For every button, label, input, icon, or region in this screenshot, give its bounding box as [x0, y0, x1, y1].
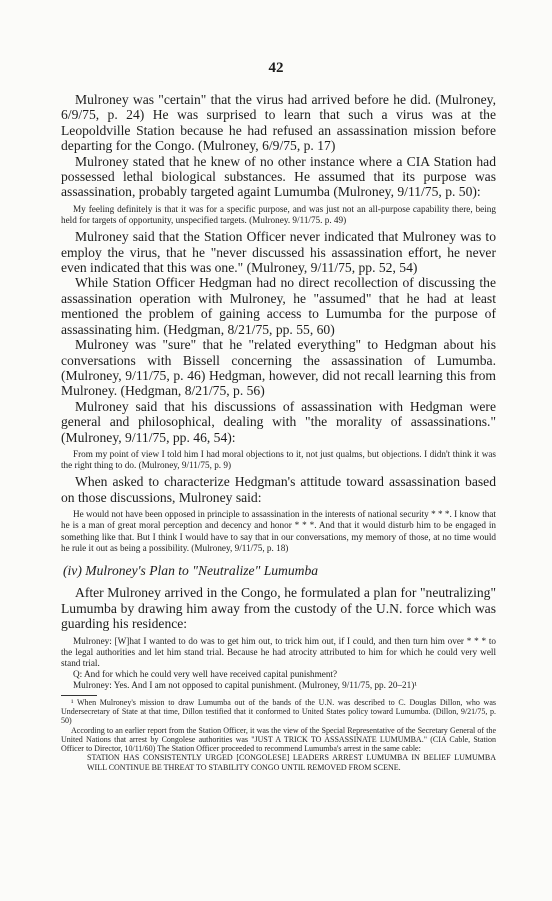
paragraph: Mulroney said that his discussions of assassination with Hedgman were general and philosophical, dealing with "the morality of assassinations." (Mulroney, 9/11/75, pp. 46, 54):	[61, 398, 496, 445]
block-quote: Mulroney: Yes. And I am not opposed to capital punishment. (Mulroney, 9/11/75, pp. 20–21)¹	[73, 680, 418, 691]
paragraph: Mulroney was "certain" that the virus had arrived before he did. (Mulroney, 6/9/75, p. 24) He was surprised to learn that such a virus was at the Leopoldville Station because he had refused an assassination mission before departing for the Congo. (Mulroney, 6/9/75, p. 17)	[61, 92, 496, 154]
paragraph: When asked to characterize Hedgman's attitude toward assassination based on those discussions, Mulroney said:	[61, 474, 496, 505]
paragraph: Mulroney stated that he knew of no other instance where a CIA Station had possessed lethal biological substances. He assumed that its purpose was assassination, probably targeted againt Lumumba (Mulroney, 9/11/75, p. 50):	[61, 153, 496, 200]
block-quote: He would not have been opposed in principle to assassination in the interests of national security * * *. I know that he is a man of great moral perception and decency and honor * * *. And that it would disturb him to be engaged in something like that. But I think I would have to say that in our conversations, my memory of those, at no time would he rule it out as being a possibility. (Mulroney, 9/11/75, p. 18)	[61, 509, 496, 553]
block-quote: From my point of view I told him I had moral objections to it, not just qualms, but objections. I didn't think it was the right thing to do. (Mulroney, 9/11/75, p. 9)	[61, 448, 496, 471]
paragraph: While Station Officer Hedgman had no direct recollection of discussing the assassination operation with Mulroney, he "assumed" that he had at least mentioned the problem of gaining access to Lumumba for the purpose of assassinating him. (Hedgman, 8/21/75, pp. 55, 60)	[61, 275, 496, 337]
footnote: According to an earlier report from the Station Officer, it was the view of the Special Representative of the Secretary General of the United Nations that arrest by Congolese authorities was "JUST A TRICK TO ASSASSINATE LUMUMBA." (CIA Cable, Station Officer to Director, 10/11/60) The Station Officer proceeded to recommend Lumumba's arrest in the same cable:	[61, 725, 496, 754]
page-body	[61, 92, 496, 772]
paragraph: After Mulroney arrived in the Congo, he formulated a plan for "neutralizing" Lumumba by drawing him away from the custody of the U.N. force which was guarding his residence:	[61, 585, 496, 632]
block-quote: Q: And for which he could very well have received capital punishment?	[73, 669, 338, 680]
footnote-divider	[61, 695, 97, 696]
paragraph: Mulroney was "sure" that he "related everything" to Hedgman about his conversations with Bissell concerning the assassination of Lumumba. (Mulroney, 9/11/75, p. 46) Hedgman, however, did not recall learning this from Mulroney. (Hedgman, 8/21/75, p. 56)	[61, 337, 496, 399]
paragraph: Mulroney said that the Station Officer never indicated that Mulroney was to employ the virus, that he "never discussed his assassination effort, he never even indicated that this was one." (Mulroney, 9/11/75, pp. 52, 54)	[61, 229, 496, 276]
footnote: ¹ When Mulroney's mission to draw Lumumba out of the bands of the U.N. was described to C. Douglas Dillon, who was Undersecretary of State at that time, Dillon testified that it conformed to United States policy toward Lumumba. (Dillon, 9/21/75, p. 50)	[61, 697, 496, 726]
page-number: 42	[268, 60, 284, 76]
footnote-cable-quote: STATION HAS CONSISTENTLY URGED [CONGOLESE] LEADERS ARREST LUMUMBA IN BELIEF LUMUMBA WILL CONTINUE BE THREAT TO STABILITY CONGO UNTIL REMOVED FROM SCENE.	[87, 753, 496, 772]
section-heading: (iv) Mulroney's Plan to "Neutralize" Lumumba	[63, 562, 319, 578]
block-quote: My feeling definitely is that it was for a specific purpose, and was just not an all-purpose capability there, being held for targets of opportunity, unspecified targets. (Mulroney. 9/11/75. p. 49)	[61, 203, 496, 226]
block-quote: Mulroney: [W]hat I wanted to do was to get him out, to trick him out, if I could, and then turn him over * * * to the legal authorities and let him stand trial. Because he had atrocity attributed to him for which he could very well stand trial.	[61, 635, 496, 668]
